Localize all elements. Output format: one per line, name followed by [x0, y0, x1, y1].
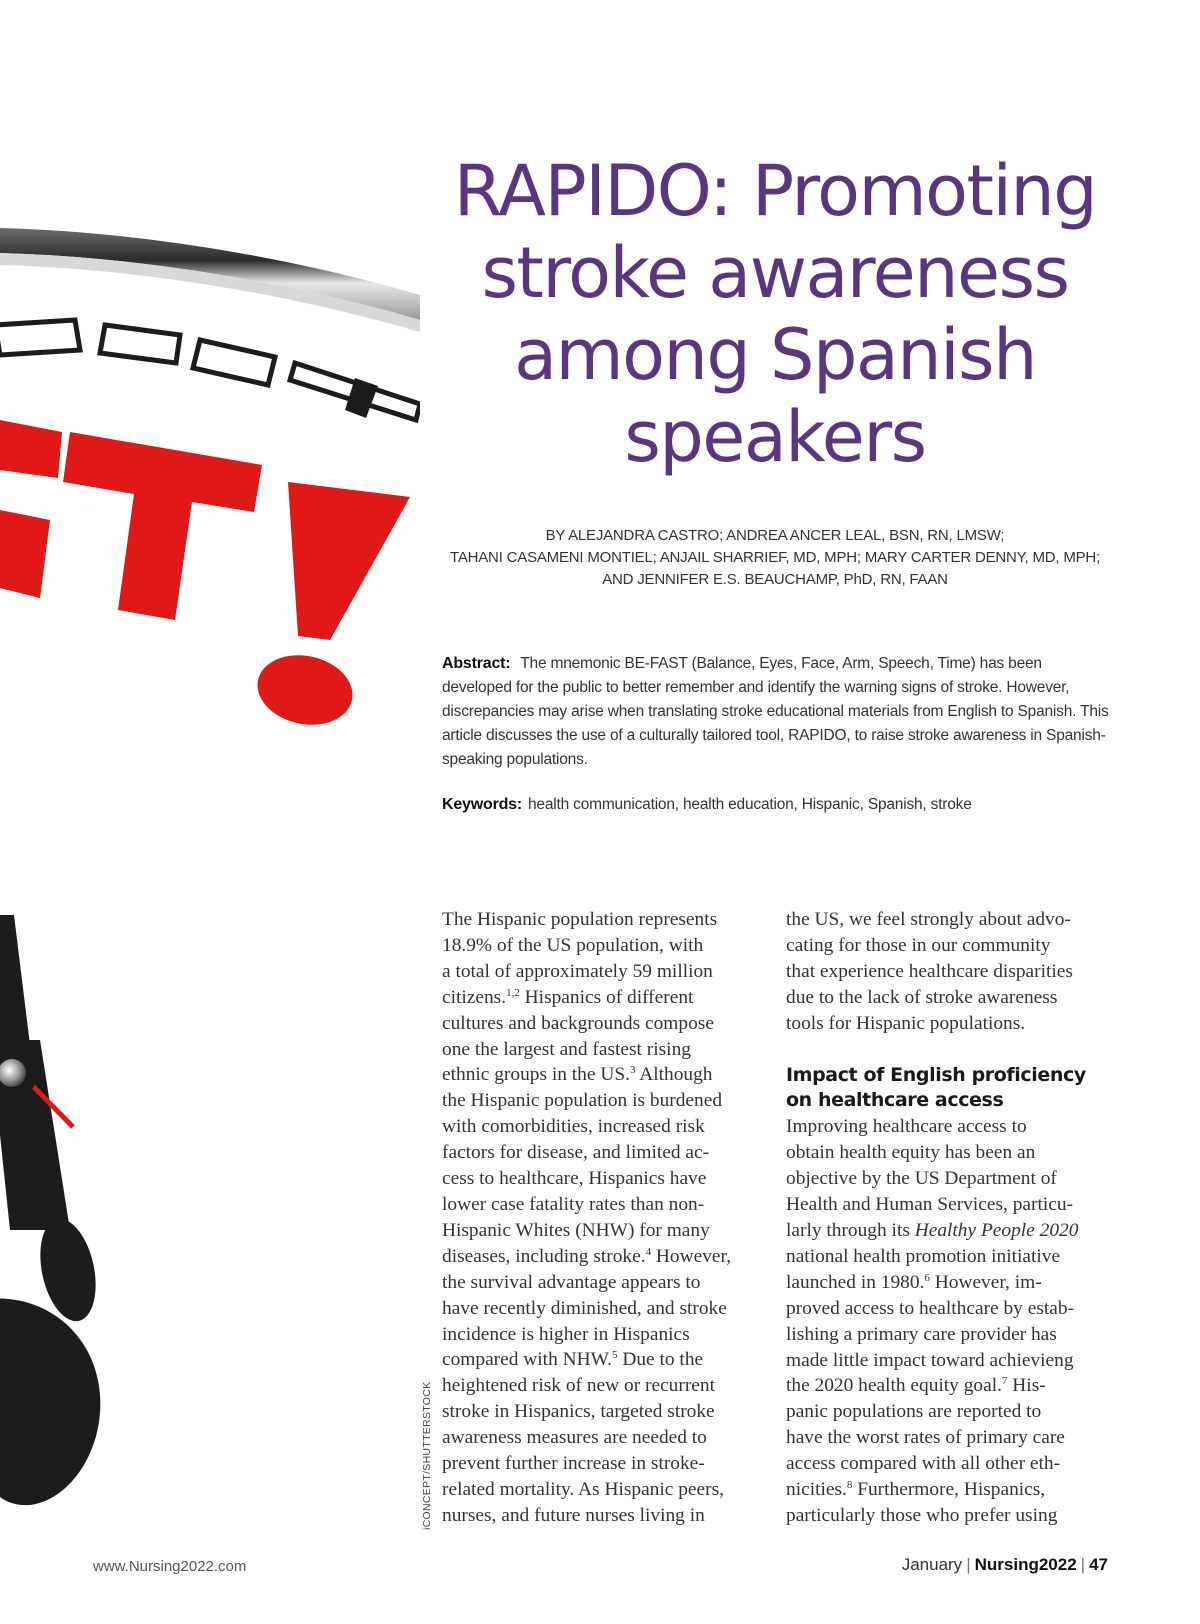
- citation-ref: 1,2: [506, 986, 520, 999]
- body-line: 18.9% of the US population, with: [442, 934, 704, 956]
- citation-ref: 3: [629, 1064, 636, 1077]
- body-line: due to the lack of stroke awareness: [786, 986, 1058, 1008]
- body-line: that experience healthcare disparities: [786, 960, 1073, 982]
- body-line: The Hispanic population represents: [442, 909, 718, 930]
- article-title: RAPIDO: Promoting stroke awareness among Spanish speakers: [453, 150, 1097, 478]
- clock-hands: [0, 915, 104, 1505]
- paragraph-gap: [786, 1037, 1126, 1063]
- body-line: prevent further increase in stroke-: [442, 1453, 705, 1475]
- clock-fast-illustration: [0, 0, 420, 1624]
- body-line: obtain health equity has been an: [786, 1142, 1036, 1164]
- citation-ref: 6: [924, 1271, 930, 1284]
- body-line: nurses, and future nurses living in: [442, 1504, 705, 1526]
- body-line: the 2020 health equity goal.$^7$ His-: [786, 1375, 1046, 1397]
- author-line: AND JENNIFER E.S. BEAUCHAMP, PhD, RN, FAAN: [602, 571, 948, 588]
- footer-journal: Nursing2022: [974, 1555, 1077, 1574]
- author-byline: [430, 525, 1120, 591]
- photo-credit: iCONCEPT/SHUTTERSTOCK: [421, 1381, 433, 1530]
- section-heading: Impact of English proficiency: [786, 1063, 1086, 1086]
- body-line: larly through its Healthy People 2020: [786, 1219, 1079, 1241]
- footer-url: www.Nursing2022.com: [93, 1558, 247, 1575]
- body-line: incidence is higher in Hispanics: [442, 1323, 690, 1345]
- keywords: [442, 793, 1112, 817]
- footer-month: January: [901, 1555, 963, 1574]
- abstract: [442, 652, 1112, 772]
- body-line: have recently diminished, and stroke: [442, 1297, 727, 1319]
- body-line: cess to healthcare, Hispanics have: [442, 1168, 707, 1190]
- body-line: lower case fatality rates than non-: [442, 1193, 705, 1215]
- body-line: one the largest and fastest rising: [442, 1038, 691, 1060]
- body-line: diseases, including stroke.$^4$ However,: [442, 1245, 732, 1267]
- body-line: have the worst rates of primary care: [786, 1427, 1065, 1449]
- body-line: cating for those in our community: [786, 934, 1051, 956]
- abstract-text: The mnemonic BE-FAST (Balance, Eyes, Face, Arm, Speech, Time) has been developed for the public to better remember and identify the warning signs of stroke. However, discrepancies may arise when translating stroke educational materials from English to Spanish. This article discusses the use of a culturally tailored tool, RAPIDO, to raise stroke awareness in Spanish-speaking populations.: [442, 655, 1109, 768]
- author-line: BY ALEJANDRA CASTRO; ANDREA ANCER LEAL, BSN, RN, LMSW;: [545, 527, 1005, 544]
- keywords-label: Keywords:: [442, 796, 522, 813]
- body-line: Hispanic Whites (NHW) for many: [442, 1219, 710, 1241]
- body-line: access compared with all other eth-: [786, 1453, 1061, 1475]
- body-line: launched in 1980.$^6$ However, im-: [786, 1271, 1042, 1293]
- citation-ref: 5: [612, 1349, 618, 1362]
- body-line: factors for disease, and limited ac-: [442, 1142, 710, 1164]
- body-line: panic populations are reported to: [786, 1401, 1042, 1423]
- body-line: Health and Human Services, particu-: [786, 1194, 1073, 1216]
- keywords-text: health communication, health education, Hispanic, Spanish, stroke: [528, 796, 972, 813]
- body-line: the Hispanic population is burdened: [442, 1090, 723, 1112]
- body-line: nicities.$^8$ Furthermore, Hispanics,: [786, 1479, 1046, 1501]
- citation-ref: 7: [1001, 1375, 1008, 1388]
- body-line: Improving healthcare access to: [786, 1116, 1027, 1138]
- body-line: citizens.$^{1,2}$ Hispanics of different: [442, 986, 694, 1008]
- body-line: made little impact toward achievieng: [786, 1349, 1074, 1371]
- body-column-right: [786, 907, 1126, 1529]
- body-line: with comorbidities, increased risk: [442, 1116, 705, 1138]
- footer-folio: January | Nursing2022 | 47: [901, 1555, 1108, 1574]
- author-line: TAHANI CASAMENI MONTIEL; ANJAIL SHARRIEF, MD, MPH; MARY CARTER DENNY, MD, MPH;: [449, 549, 1101, 566]
- body-column-left: [442, 907, 780, 1529]
- body-line: ethnic groups in the US.$^3$ Although: [442, 1064, 713, 1086]
- body-line: particularly those who prefer using: [786, 1504, 1058, 1526]
- body-line: awareness measures are needed to: [442, 1427, 707, 1449]
- section-heading: on healthcare access: [786, 1089, 1004, 1112]
- fast-lettering: [0, 420, 410, 733]
- citation-ref: 4: [645, 1245, 652, 1258]
- body-line: stroke in Hispanics, targeted stroke: [442, 1401, 715, 1423]
- body-line: the US, we feel strongly about advo-: [786, 909, 1071, 930]
- body-line: proved access to healthcare by estab-: [786, 1297, 1075, 1319]
- abstract-label: Abstract:: [442, 655, 511, 672]
- citation-ref: 8: [846, 1479, 853, 1492]
- body-line: cultures and backgrounds compose: [442, 1012, 714, 1034]
- page-number: 47: [1089, 1555, 1108, 1574]
- body-line: a total of approximately 59 million: [442, 960, 713, 982]
- italic-title: Healthy People 2020: [914, 1219, 1079, 1241]
- body-line: national health promotion initiative: [786, 1245, 1061, 1267]
- body-line: lishing a primary care provider has: [786, 1323, 1057, 1345]
- body-line: the survival advantage appears to: [442, 1271, 701, 1293]
- body-line: objective by the US Department of: [786, 1168, 1057, 1190]
- body-line: heightened risk of new or recurrent: [442, 1375, 715, 1397]
- body-line: tools for Hispanic populations.: [786, 1012, 1026, 1034]
- body-line: compared with NHW.$^5$ Due to the: [442, 1349, 704, 1371]
- body-line: related mortality. As Hispanic peers,: [442, 1478, 724, 1500]
